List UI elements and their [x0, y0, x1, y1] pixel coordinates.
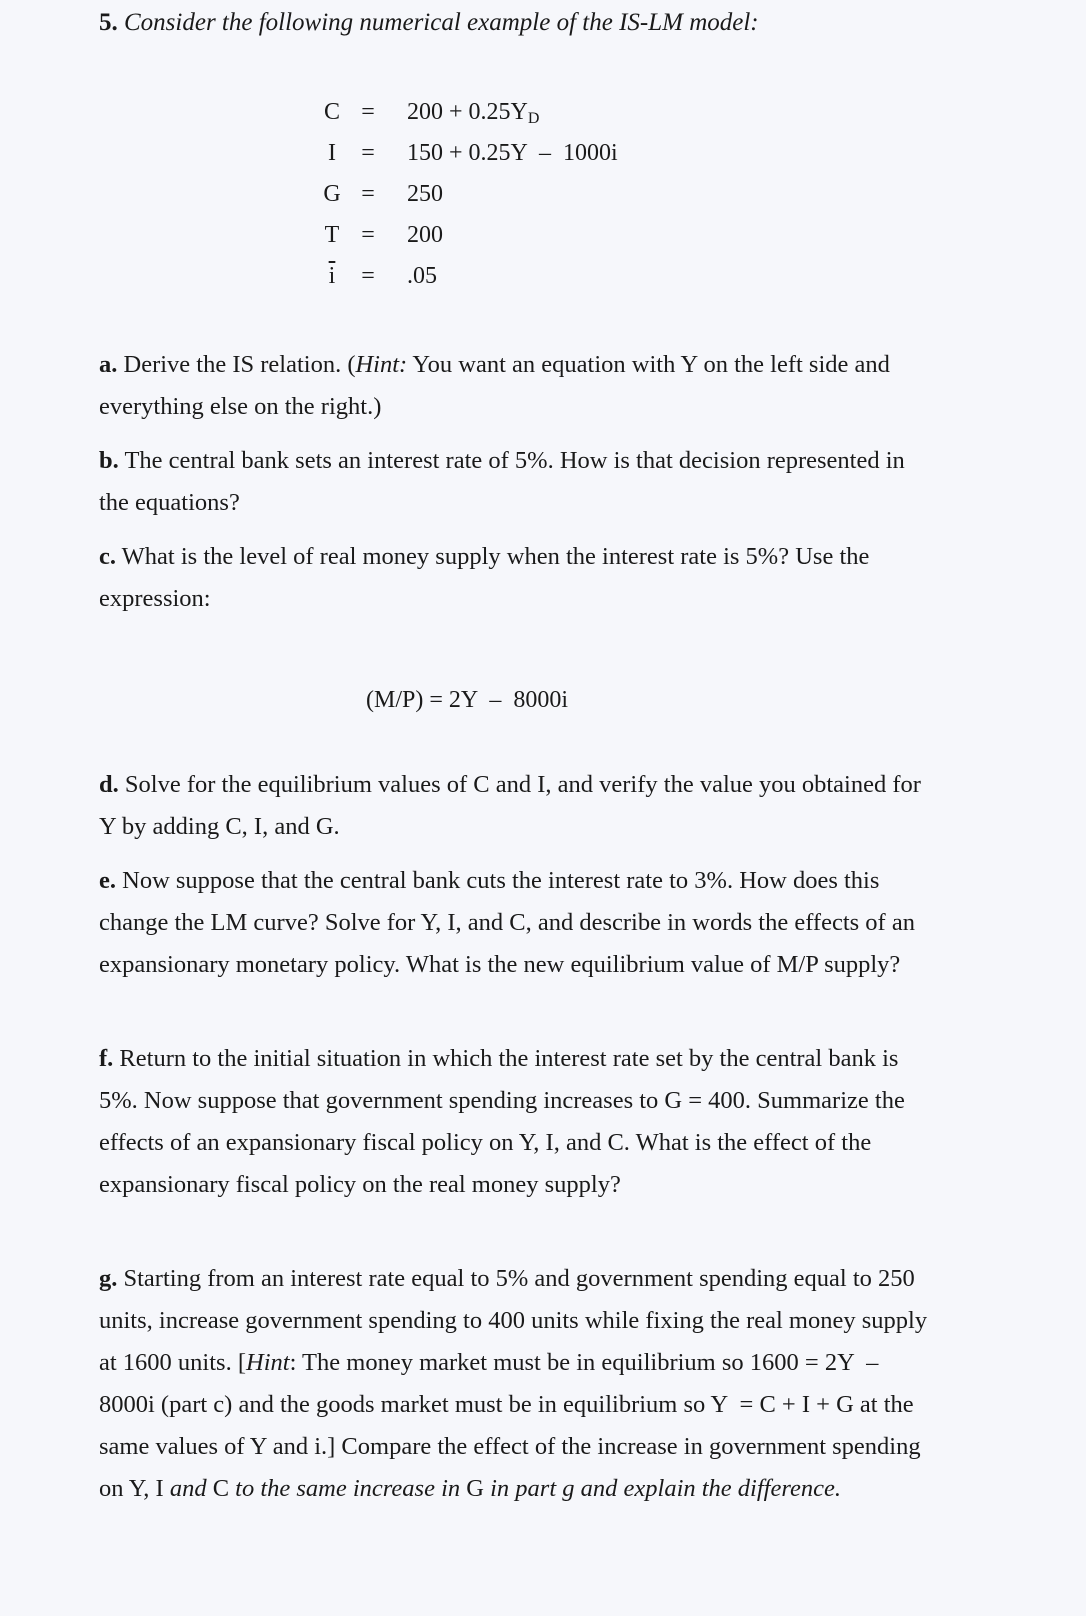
hint-label: Hint: [355, 351, 408, 378]
equation-lhs: G [323, 181, 341, 207]
part-text: Solve for the equilibrium values of C and I, and verify the value you obtained for Y by adding C, I, and G. [99, 771, 921, 840]
part-label: b. [99, 447, 119, 474]
equals-sign: = [361, 99, 375, 125]
subscript: D [527, 110, 540, 127]
equation-lhs: I [328, 140, 336, 166]
part-g [99, 1258, 934, 1510]
part-label: a. [99, 351, 118, 378]
part-label: f. [99, 1045, 114, 1072]
part-b [99, 440, 929, 524]
part-label: c. [99, 543, 116, 570]
problem-heading [99, 6, 759, 40]
money-supply-equation: (M/P) = 2Y – 8000i [366, 687, 568, 713]
part-e [99, 860, 929, 986]
part-text: I [155, 1475, 170, 1502]
part-text-italic: in part g and explain the difference. [490, 1475, 841, 1502]
hint-label: Hint [246, 1349, 290, 1376]
equals-sign: = [361, 140, 375, 166]
equation-rhs: 250 [407, 181, 443, 207]
part-text-italic: and [169, 1475, 213, 1502]
part-text: Return to the initial situation in which the interest rate set by the central bank is 5%. Now suppose that government spending increases to G = 400. Summarize the effects of an expansionary fiscal policy on Y, I, and C. What is the effect of the expansionary fiscal policy on the real money supply? [99, 1045, 905, 1198]
equation-rhs: 200 [407, 222, 443, 248]
equation-rhs: 150 + 0.25Y – 1000i [407, 140, 618, 166]
part-f [99, 1038, 929, 1206]
part-label: e. [99, 867, 116, 894]
part-label: d. [99, 771, 119, 798]
part-text-italic: to the same increase in [235, 1475, 467, 1502]
part-text: Derive the IS relation. ( [117, 351, 356, 378]
equals-sign: = [361, 181, 375, 207]
part-text: C [212, 1475, 236, 1502]
part-text: The central bank sets an interest rate of 5%. How is that decision represented in the equations? [99, 447, 905, 516]
equation-lhs: C [323, 99, 340, 125]
problem-number: 5. [99, 9, 118, 36]
part-text: : The money market must be in equilibrium so 1600 = 2Y – 8000i (part c) and the goods market must be in equilibrium so Y = C + I + G at the same values of Y and i.] Compare the effect of the increase in government spending on Y, [99, 1349, 927, 1502]
equals-sign: = [361, 263, 375, 289]
part-a [99, 344, 929, 428]
equation-lhs: T [324, 222, 340, 248]
problem-heading-text: Consider the following numerical example of the IS-LM model: [124, 9, 759, 36]
equation-rhs: $200 + 0.25Y_D$ [407, 99, 540, 127]
equation-lhs: $\overline{i}$ [328, 263, 336, 289]
part-text: Starting from an interest rate equal to 5% and government spending equal to 250 units, increase government spending to 400 units while fixing the real money supply at 1600 units. [ [99, 1265, 934, 1376]
equation-rhs: .05 [407, 263, 437, 289]
part-d [99, 764, 929, 848]
part-label: g. [99, 1265, 118, 1292]
part-text: G [466, 1475, 491, 1502]
part-text: What is the level of real money supply when the interest rate is 5%? Use the expression: [99, 543, 870, 612]
part-text: Now suppose that the central bank cuts the interest rate to 3%. How does this change the LM curve? Solve for Y, I, and C, and describe in words the effects of an expansionary monetary policy. What is the new equilibrium value of M/P supply? [99, 867, 915, 978]
equals-sign: = [361, 222, 375, 248]
part-text: You want an equation with Y on the left side and everything else on the right.) [99, 351, 890, 420]
part-c [99, 536, 929, 620]
